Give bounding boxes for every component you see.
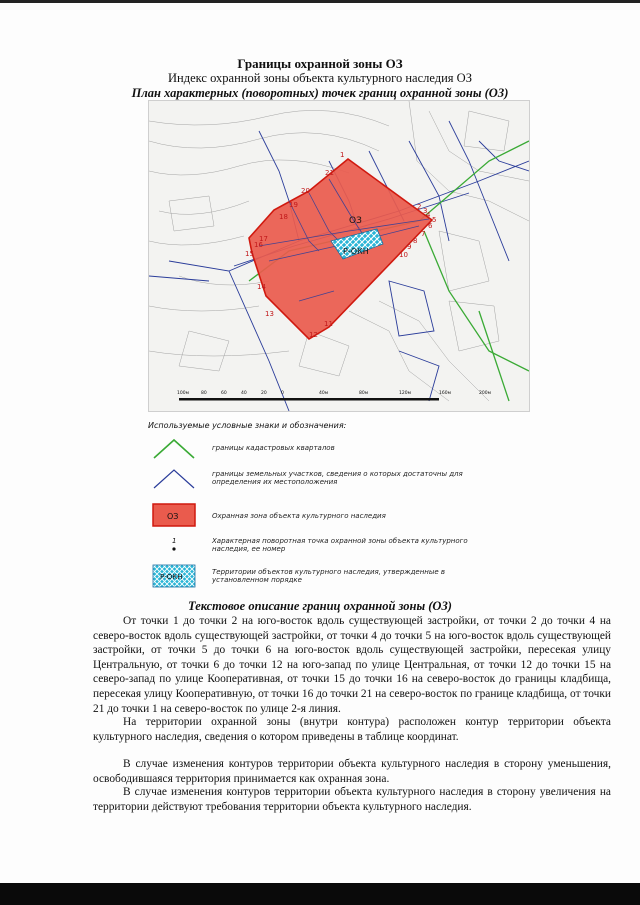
boundary-map bbox=[148, 100, 530, 412]
description-paragraph: В случае изменения контуров территории объекта культурного наследия в сторону уменьшения, освободившаяся территория принимается как охранная зона. bbox=[93, 758, 611, 785]
document-title: Границы охранной зоны ОЗ bbox=[237, 56, 403, 71]
svg-text:14: 14 bbox=[257, 283, 266, 291]
svg-text:15: 15 bbox=[245, 250, 254, 258]
blue-line-icon bbox=[152, 466, 196, 490]
svg-text:4: 4 bbox=[426, 211, 431, 219]
description-title: Текстовое описание границ охранной зоны (ОЗ) bbox=[188, 599, 452, 613]
document-subtitle: Индекс охранной зоны объекта культурного наследия ОЗ bbox=[168, 71, 472, 85]
svg-text:6: 6 bbox=[428, 222, 433, 230]
svg-text:9: 9 bbox=[407, 243, 412, 251]
scan-top-edge bbox=[0, 0, 640, 3]
svg-text:13: 13 bbox=[265, 310, 274, 318]
svg-text:11: 11 bbox=[324, 320, 333, 328]
description-paragraph: От точки 1 до точки 2 на юго-восток вдоль существующей застройки, от точки 2 до точки 4 на северо-восток вдоль существующей застройки, от точки 4 до точки 5 на юго-восток вдоль существующей застройки, от точки 5 до точки 6 на юго-восток вдоль существующей застройки, пересекая улицу Центральную, от точки 6 до точки 12 на юго-запад по улице Центральная, от точки 12 до точки 15 на северо-запад по улице Кооперативная, от точки 15 до точки 16 на северо-восток до границы кладбища, пересекая улицу Кооперативную, от точки 16 до точки 21 на северо-восток по границе кладбища, от точки 21 до точки 1 на северо-восток по улице 2-я линия. bbox=[93, 615, 611, 715]
svg-text:120м: 120м bbox=[399, 391, 411, 396]
svg-text:80: 80 bbox=[201, 391, 207, 396]
svg-text:19: 19 bbox=[289, 201, 298, 209]
svg-text:17: 17 bbox=[259, 235, 268, 243]
svg-text:100м: 100м bbox=[177, 391, 189, 396]
svg-text:10: 10 bbox=[399, 251, 408, 259]
svg-text:160м: 160м bbox=[439, 391, 451, 396]
svg-text:20: 20 bbox=[301, 187, 310, 195]
point-marker-icon bbox=[152, 533, 196, 557]
scan-bottom-edge bbox=[0, 883, 640, 905]
zone-swatch-icon bbox=[152, 503, 196, 527]
svg-text:Р-ОКН: Р-ОКН bbox=[160, 573, 183, 581]
svg-text:200м: 200м bbox=[479, 391, 491, 396]
svg-text:16: 16 bbox=[254, 241, 263, 249]
svg-text:3: 3 bbox=[423, 207, 428, 215]
plan-title: План характерных (поворотных) точек границ охранной зоны (ОЗ) bbox=[131, 86, 509, 100]
description-paragraph: В случае изменения контуров территории объекта культурного наследия в сторону увеличения на территории действуют требования территории объекта культурного наследия. bbox=[93, 786, 611, 813]
svg-text:5: 5 bbox=[432, 216, 437, 224]
svg-text:40м: 40м bbox=[319, 391, 329, 396]
svg-text:2: 2 bbox=[417, 203, 422, 211]
okn-swatch-icon bbox=[152, 564, 196, 588]
svg-text:40: 40 bbox=[241, 391, 247, 396]
svg-text:8: 8 bbox=[413, 237, 418, 245]
svg-text:20: 20 bbox=[261, 391, 267, 396]
svg-text:21: 21 bbox=[325, 169, 334, 177]
svg-text:0: 0 bbox=[281, 391, 284, 396]
green-line-icon bbox=[152, 436, 196, 460]
svg-text:80м: 80м bbox=[359, 391, 369, 396]
svg-text:60: 60 bbox=[221, 391, 227, 396]
svg-text:7: 7 bbox=[421, 230, 426, 238]
svg-text:1: 1 bbox=[340, 151, 345, 159]
zone-label: ОЗ bbox=[349, 216, 362, 226]
description-paragraph: На территории охранной зоны (внутри контура) расположен контур территории объекта культурного наследия, сведения о котором приведены в таблице координат. bbox=[93, 716, 611, 743]
svg-text:ОЗ: ОЗ bbox=[167, 512, 179, 521]
svg-text:18: 18 bbox=[279, 213, 288, 221]
document-page: Границы охранной зоны ОЗ Индекс охранной зоны объекта культурного наследия ОЗ План характерных (поворотных) точек границ охранной зоны (ОЗ) Р-ОКН ОЗ 1 2 3 4 5 6 7 8 9 10 11 12 13 14 15 16 17 18 19 20 21 100м 80 60 40 20 0 40м 80м 120м 160м 200м Используемые условные знаки и обозначения: границы кадастровых кварталов границы земельных участков, сведения о которых достаточны для определения их местоположения ОЗ Охранная зона объекта культурного наследия 1 Характерная поворотная точка охранной зоны объекта культурного наследия, ее номер Р-ОКН Территории объектов культурного наследия, утвержденные в установленном порядке Текстовое описание границ охранной зоны (ОЗ) От точки 1 до точки 2 на юго-восток вдоль существующей застройки, от точки 2 до точки 4 на северо-восток вдоль существующей застройки, от точки 4 до точки 5 на юго-восток вдоль существующей застройки, от точки 5 до точки 6 на юго-восток вдоль существующей застройки, пересекая улицу Центральную, от точки 6 до точки 12 на юго-запад по улице Центральная, от точки 12 до точки 15 на северо-запад по улице Кооперативная, от точки 15 до точки 16 на северо-восток до границы кладбища, пересекая улицу Кооперативную, от точки 16 до точки 21 на северо-восток по границе кладбища, от точки 21 до точки 1 на северо-восток по улице 2-я линия. На территории охранной зоны (внутри контура) расположен контур территории объекта культурного наследия, сведения о котором приведены в таблице координат. В случае изменения контуров территории объекта культурного наследия в сторону уменьшения, освободившаяся территория принимается как охранная зона. В случае изменения контуров территории объекта культурного наследия в сторону увеличения на территории действуют требования территории объекта культурного наследия. bbox=[0, 0, 640, 905]
svg-text:1: 1 bbox=[172, 537, 177, 545]
svg-text:12: 12 bbox=[309, 331, 318, 339]
okn-label: Р-ОКН bbox=[343, 247, 369, 256]
legend-heading: Используемые условные знаки и обозначения: bbox=[148, 421, 347, 430]
